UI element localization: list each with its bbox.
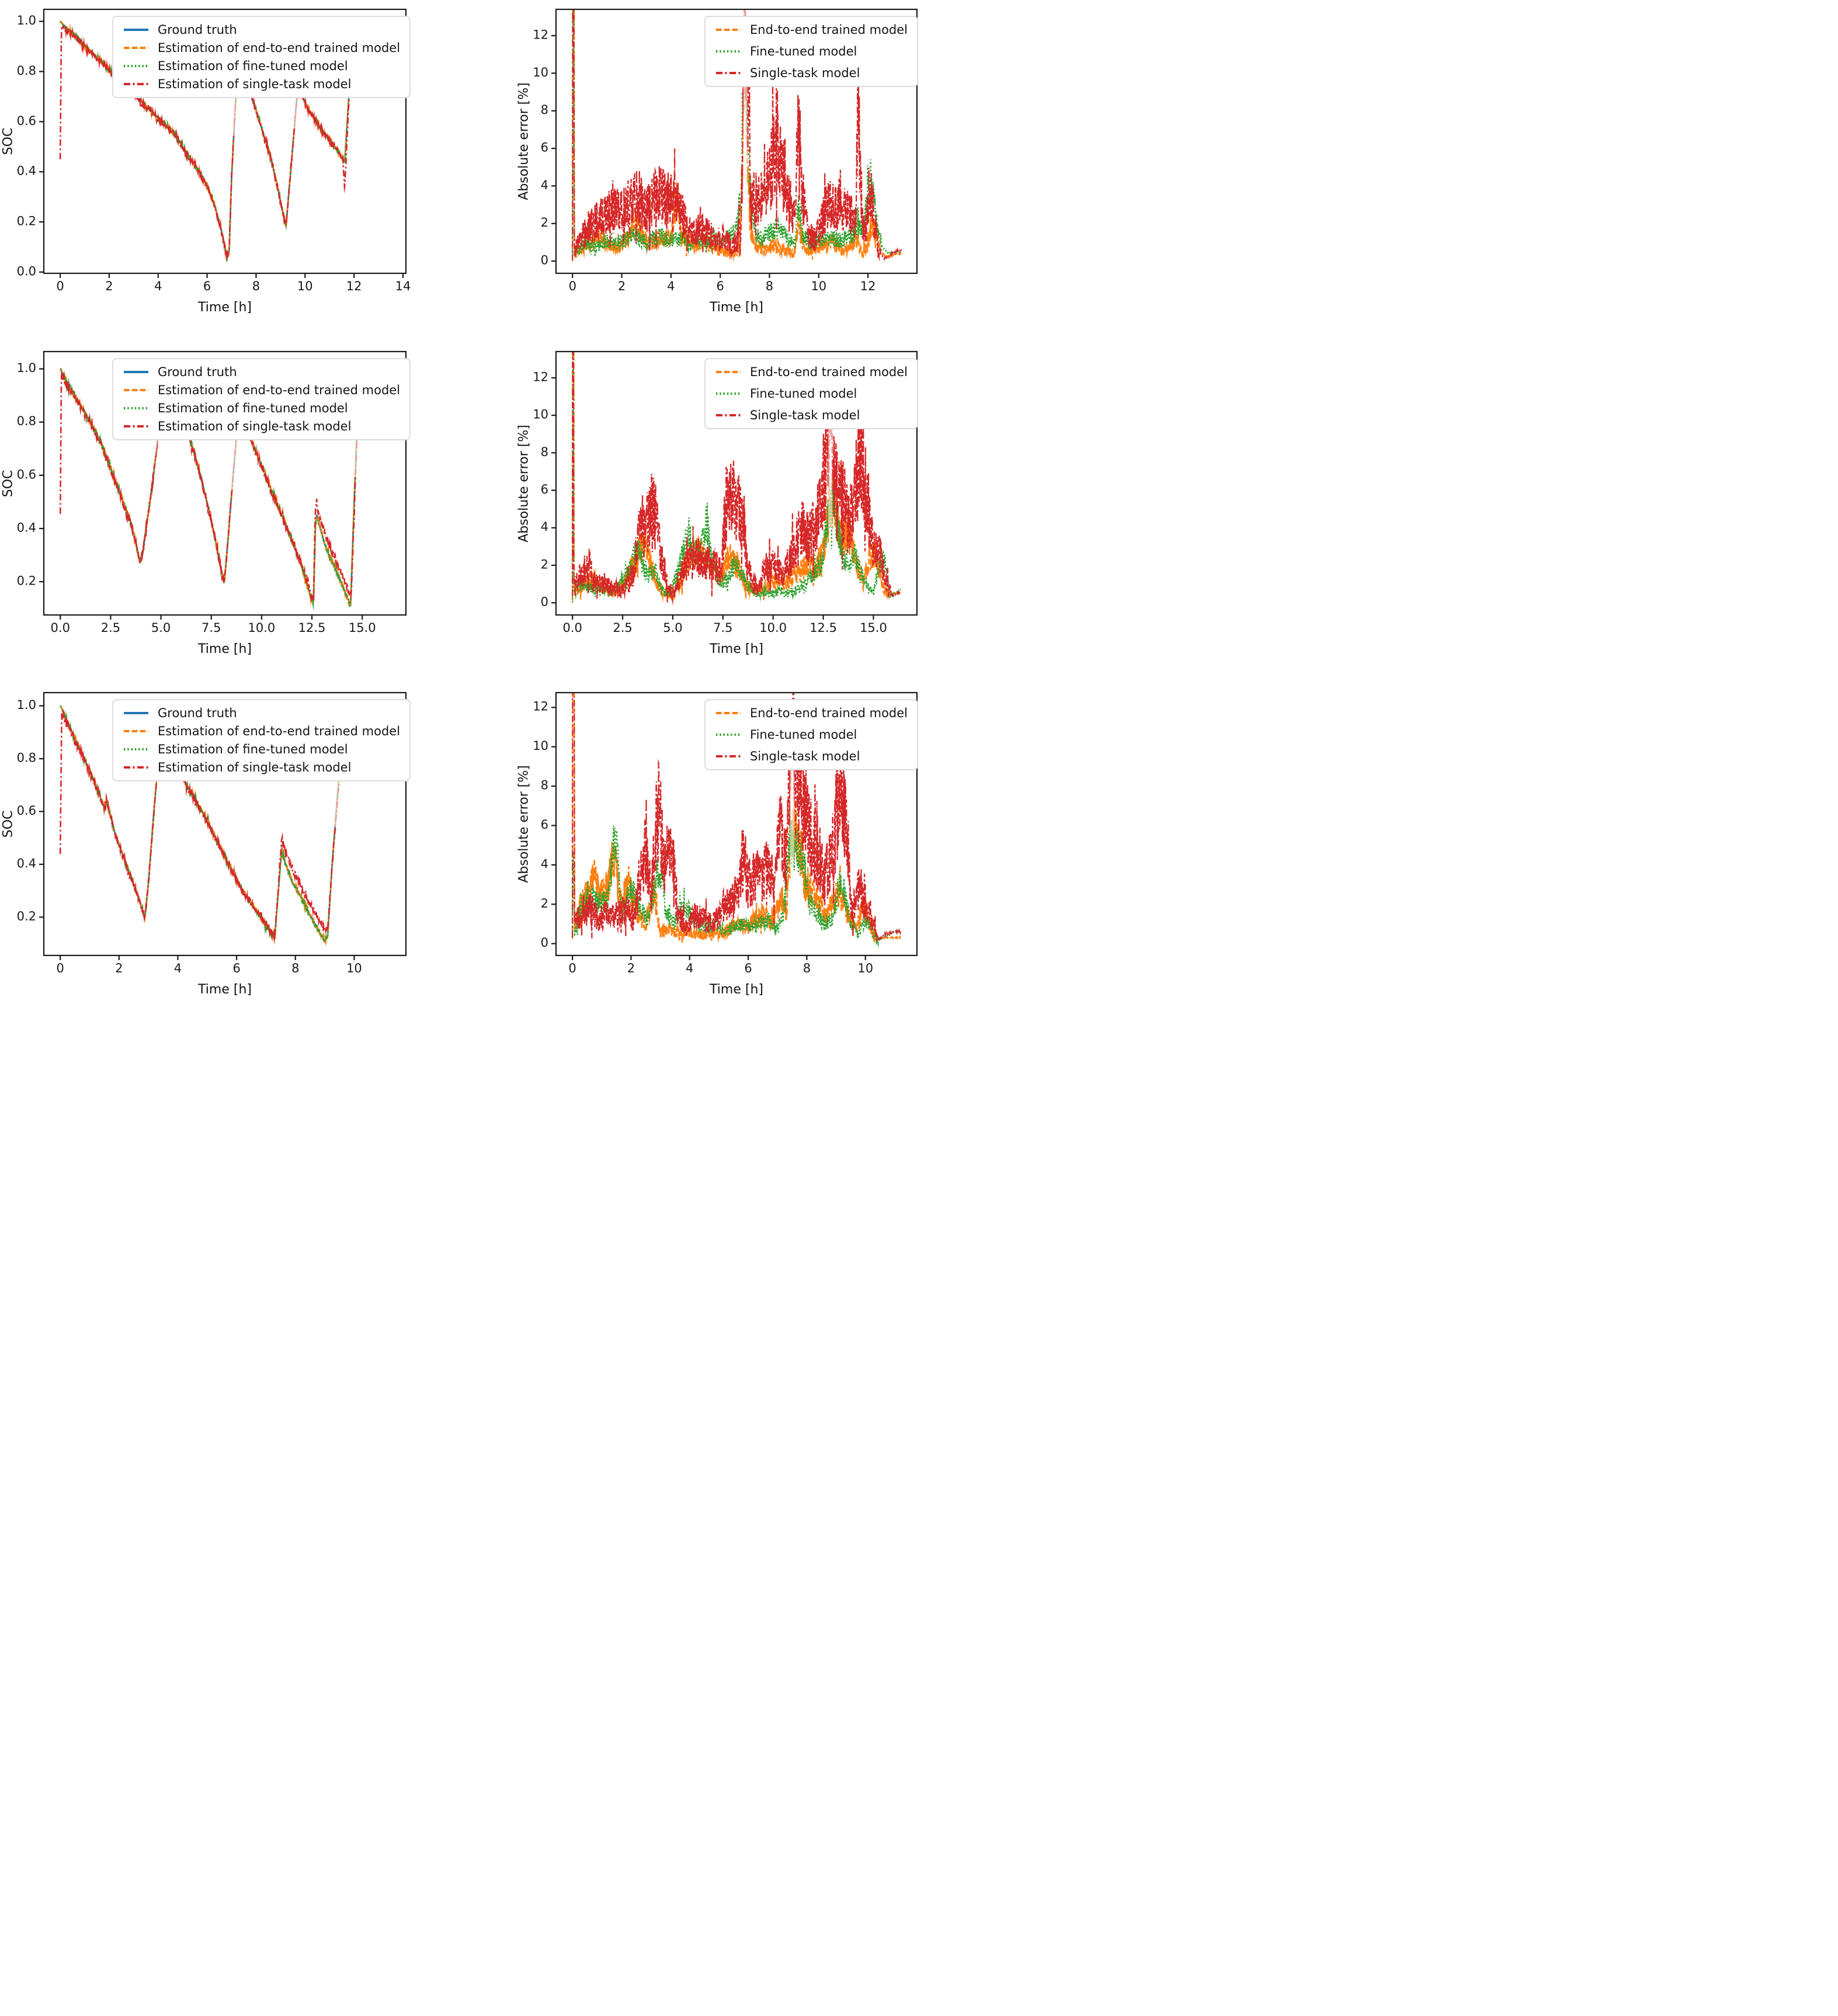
legend-label: Estimation of single-task model	[158, 760, 352, 774]
subplot-error-row2	[512, 342, 925, 657]
subplot-soc-row2	[0, 342, 414, 657]
legend-item	[715, 365, 908, 379]
legend-item	[715, 749, 908, 763]
legend-item	[123, 41, 400, 55]
legend-line-sample	[715, 411, 742, 419]
legend-line-sample	[123, 80, 150, 88]
y-axis-label: Absolute error [%]	[516, 424, 531, 543]
legend-label: Single-task model	[750, 66, 860, 80]
legend-line-sample	[123, 386, 150, 394]
x-axis-label: Time [h]	[198, 300, 252, 315]
legend-item	[123, 365, 400, 379]
figure-grid	[0, 0, 919, 1008]
x-axis-label: Time [h]	[198, 642, 252, 656]
legend-item	[123, 77, 400, 91]
legend-line-sample	[715, 731, 742, 739]
x-axis-label: Time [h]	[710, 982, 763, 997]
legend-line-sample	[123, 404, 150, 412]
legend	[704, 16, 918, 87]
legend-label: Estimation of single-task model	[158, 77, 352, 91]
legend-line-sample	[123, 745, 150, 753]
legend-line-sample	[715, 709, 742, 717]
legend-label: Fine-tuned model	[750, 387, 857, 401]
x-axis-label: Time [h]	[710, 642, 763, 656]
legend-label: Ground truth	[158, 706, 237, 720]
legend	[704, 358, 918, 429]
legend-line-sample	[123, 422, 150, 430]
subplot-error-row1	[512, 0, 925, 315]
subplot-error-row3	[512, 683, 925, 997]
legend	[112, 358, 411, 440]
legend-label: Ground truth	[158, 365, 237, 379]
legend-label: Estimation of end-to-end trained model	[158, 41, 401, 55]
legend-line-sample	[123, 26, 150, 34]
legend-line-sample	[123, 763, 150, 771]
legend-label: End-to-end trained model	[750, 23, 908, 37]
legend-line-sample	[715, 26, 742, 34]
legend-line-sample	[715, 69, 742, 77]
legend-label: End-to-end trained model	[750, 365, 908, 379]
legend-item	[715, 728, 908, 742]
legend-label: Estimation of single-task model	[158, 419, 352, 433]
legend-item	[123, 401, 400, 415]
legend-item	[123, 706, 400, 720]
legend-item	[123, 23, 400, 37]
legend-label: Estimation of fine-tuned model	[158, 59, 348, 73]
legend-line-sample	[123, 709, 150, 717]
legend-line-sample	[123, 44, 150, 52]
y-axis-label: Absolute error [%]	[516, 82, 531, 200]
legend-item	[715, 387, 908, 401]
subplot-soc-row3	[0, 683, 414, 997]
legend-line-sample	[715, 368, 742, 376]
legend-item	[715, 44, 908, 58]
legend-item	[715, 706, 908, 720]
legend-item	[123, 383, 400, 397]
legend-line-sample	[715, 752, 742, 760]
y-axis-label: SOC	[1, 127, 16, 155]
legend-label: Estimation of end-to-end trained model	[158, 724, 401, 738]
legend-line-sample	[123, 62, 150, 70]
legend-label: Estimation of end-to-end trained model	[158, 383, 401, 397]
legend-label: Fine-tuned model	[750, 728, 857, 742]
subplot-soc-row1	[0, 0, 414, 315]
legend-label: Estimation of fine-tuned model	[158, 742, 348, 756]
legend-item	[123, 419, 400, 433]
legend-item	[715, 23, 908, 37]
legend-line-sample	[123, 368, 150, 376]
legend-label: End-to-end trained model	[750, 706, 908, 720]
legend-line-sample	[123, 727, 150, 735]
legend	[704, 699, 918, 770]
legend-item	[715, 408, 908, 422]
legend-label: Single-task model	[750, 749, 860, 763]
legend	[112, 699, 411, 781]
legend-item	[123, 59, 400, 73]
legend-line-sample	[715, 47, 742, 55]
legend-item	[123, 742, 400, 756]
x-axis-label: Time [h]	[198, 982, 252, 997]
x-axis-label: Time [h]	[710, 300, 763, 315]
y-axis-label: Absolute error [%]	[516, 765, 531, 883]
legend	[112, 16, 411, 98]
legend-label: Ground truth	[158, 23, 237, 37]
legend-label: Estimation of fine-tuned model	[158, 401, 348, 415]
legend-item	[123, 724, 400, 738]
legend-item	[123, 760, 400, 774]
legend-label: Single-task model	[750, 408, 860, 422]
legend-label: Fine-tuned model	[750, 44, 857, 58]
y-axis-label: SOC	[1, 470, 16, 497]
legend-line-sample	[715, 390, 742, 398]
legend-item	[715, 66, 908, 80]
y-axis-label: SOC	[1, 810, 16, 838]
